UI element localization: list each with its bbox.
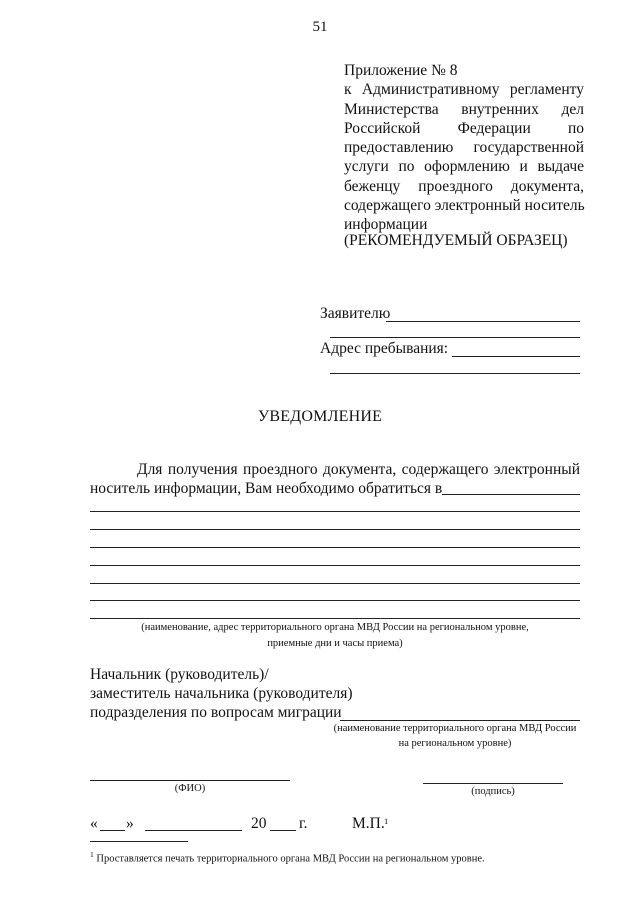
appendix-line: Российской Федерации по bbox=[344, 119, 584, 137]
appendix-line: информации bbox=[344, 216, 428, 234]
head-title-line-2: заместитель начальника (руководителя) bbox=[90, 685, 353, 702]
organ-field-line[interactable] bbox=[90, 547, 580, 548]
organ-field-line[interactable] bbox=[90, 583, 580, 584]
body-paragraph bbox=[90, 460, 580, 498]
appendix-line: предоставлению государственной bbox=[344, 139, 584, 157]
address-field-line-2[interactable] bbox=[330, 373, 580, 374]
organ-field-line[interactable] bbox=[90, 565, 580, 566]
address-field-line[interactable] bbox=[452, 356, 580, 357]
organ-caption-line-2: приемные дни и часы приема) bbox=[267, 638, 403, 649]
signature-caption: (подпись) bbox=[471, 786, 515, 797]
body-line-2: носитель информации, Вам необходимо обратиться в bbox=[90, 480, 443, 497]
appendix-header bbox=[344, 61, 584, 235]
applicant-label: Заявителю bbox=[320, 305, 391, 322]
footnote bbox=[90, 850, 485, 865]
appendix-line: Министерства внутренних дел bbox=[344, 100, 584, 118]
organ-field-line[interactable] bbox=[90, 511, 580, 512]
page-number: 51 bbox=[312, 19, 328, 35]
organ-field-line[interactable] bbox=[90, 618, 580, 619]
month-field-line[interactable] bbox=[145, 830, 242, 831]
notice-title: УВЕДОМЛЕНИЕ bbox=[257, 408, 383, 425]
organ-field-line[interactable] bbox=[90, 600, 580, 601]
organ-field-line[interactable] bbox=[442, 494, 580, 495]
footnote-separator bbox=[90, 841, 188, 842]
organ-caption-line-1: (наименование, адрес территориального органа МВД России на региональном уровне, bbox=[141, 622, 529, 633]
date-close-quote: » bbox=[126, 815, 134, 832]
organ-caption bbox=[90, 620, 580, 652]
applicant-field-line[interactable] bbox=[386, 321, 580, 322]
date-open-quote: « bbox=[90, 815, 98, 832]
year-suffix: г. bbox=[299, 815, 308, 832]
appendix-line: содержащего электронный носитель bbox=[344, 197, 585, 215]
year-prefix: 20 bbox=[251, 815, 267, 832]
appendix-line: к Административному регламенту bbox=[344, 81, 584, 99]
department-caption-line-1: (наименование территориального органа МВД России bbox=[333, 723, 577, 734]
appendix-line: услуги по оформлению и выдаче bbox=[344, 158, 584, 176]
stamp-footnote-ref: 1 bbox=[384, 816, 389, 826]
fio-caption: (ФИО) bbox=[174, 783, 206, 794]
sample-label: (РЕКОМЕНДУЕМЫЙ ОБРАЗЕЦ) bbox=[344, 232, 568, 249]
department-caption bbox=[310, 721, 600, 751]
appendix-line: беженцу проездного документа, bbox=[344, 177, 584, 195]
day-field-line[interactable] bbox=[100, 830, 125, 831]
address-label: Адрес пребывания: bbox=[320, 340, 449, 357]
department-caption-line-2: на региональном уровне) bbox=[398, 738, 512, 749]
body-line-1: Для получения проездного документа, содержащего электронный bbox=[137, 461, 580, 478]
year-field-line[interactable] bbox=[270, 830, 296, 831]
stamp-label: М.П. bbox=[352, 815, 385, 832]
footnote-mark: 1 bbox=[90, 850, 94, 859]
head-title-line-1: Начальник (руководитель)/ bbox=[90, 666, 269, 683]
footnote-text: Проставляется печать территориального органа МВД России на региональном уровне. bbox=[96, 853, 485, 865]
applicant-field-line-2[interactable] bbox=[330, 337, 580, 338]
head-title-line-3: подразделения по вопросам миграции bbox=[90, 704, 342, 721]
organ-field-line[interactable] bbox=[90, 529, 580, 530]
appendix-title: Приложение № 8 bbox=[344, 62, 458, 79]
